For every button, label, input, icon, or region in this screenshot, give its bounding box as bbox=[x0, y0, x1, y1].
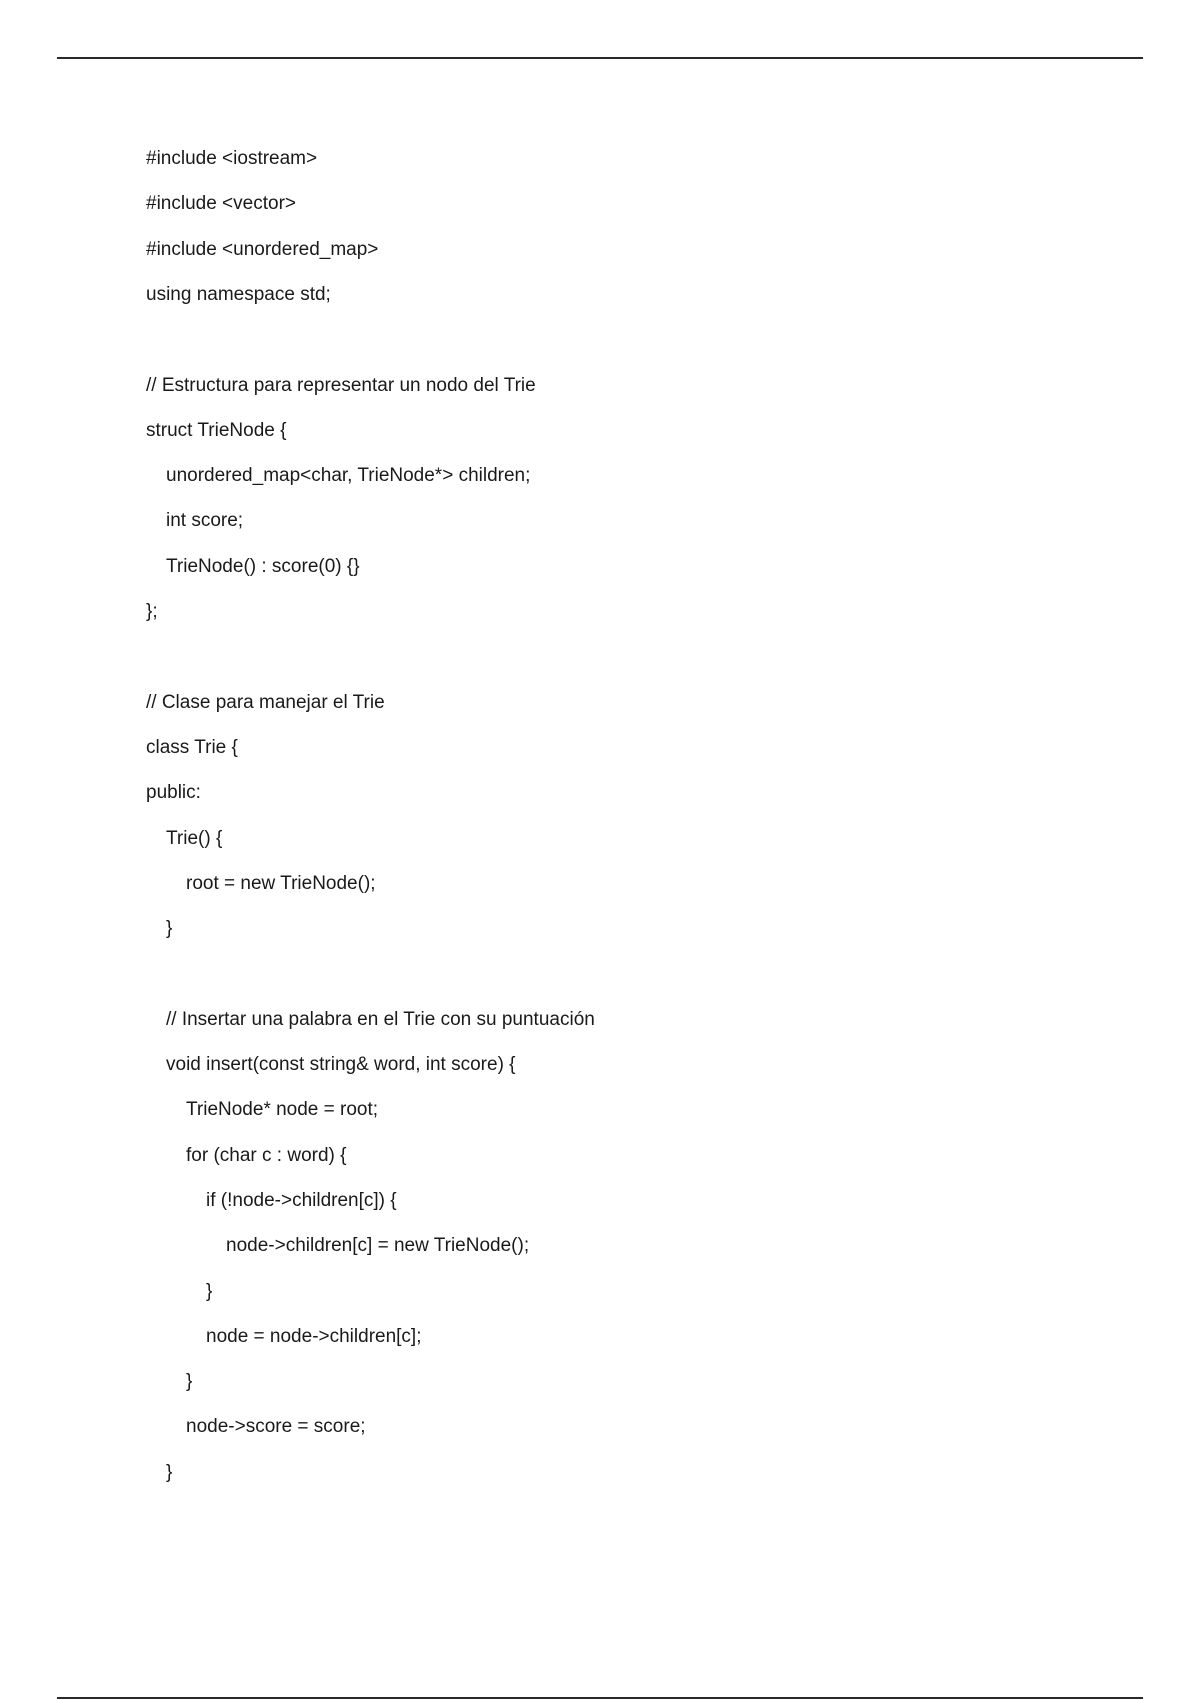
code-line: node->score = score; bbox=[186, 1416, 366, 1438]
code-line: } bbox=[186, 1371, 193, 1393]
code-line: Trie() { bbox=[166, 827, 223, 849]
code-line: #include <unordered_map> bbox=[146, 238, 379, 260]
footer-rule bbox=[57, 1697, 1143, 1699]
code-line: #include <vector> bbox=[146, 193, 296, 215]
code-line: unordered_map<char, TrieNode*> children; bbox=[166, 465, 531, 487]
code-line: TrieNode* node = root; bbox=[186, 1099, 379, 1121]
code-line: }; bbox=[146, 601, 158, 622]
code-line: #include <iostream> bbox=[146, 148, 318, 169]
code-line: // Estructura para representar un nodo del Trie bbox=[146, 374, 536, 396]
code-line: } bbox=[206, 1280, 213, 1302]
code-line: // Insertar una palabra en el Trie con su puntuación bbox=[166, 1008, 595, 1030]
code-line: TrieNode() : score(0) {} bbox=[166, 555, 360, 577]
code-line: using namespace std; bbox=[146, 283, 331, 305]
code-line: } bbox=[166, 1461, 173, 1483]
code-line: root = new TrieNode(); bbox=[186, 872, 376, 894]
code-line: for (char c : word) { bbox=[186, 1144, 347, 1166]
code-line: if (!node->children[c]) { bbox=[206, 1189, 397, 1211]
code-line: class Trie { bbox=[146, 736, 238, 758]
code-line: node->children[c] = new TrieNode(); bbox=[226, 1235, 530, 1257]
code-line: public: bbox=[146, 782, 201, 804]
code-line: } bbox=[166, 918, 173, 940]
code-line: // Clase para manejar el Trie bbox=[146, 691, 385, 713]
code-line: int score; bbox=[166, 510, 244, 532]
code-line: struct TrieNode { bbox=[146, 419, 287, 441]
code-line: node = node->children[c]; bbox=[206, 1325, 422, 1347]
code-line: void insert(const string& word, int score) { bbox=[166, 1054, 516, 1075]
